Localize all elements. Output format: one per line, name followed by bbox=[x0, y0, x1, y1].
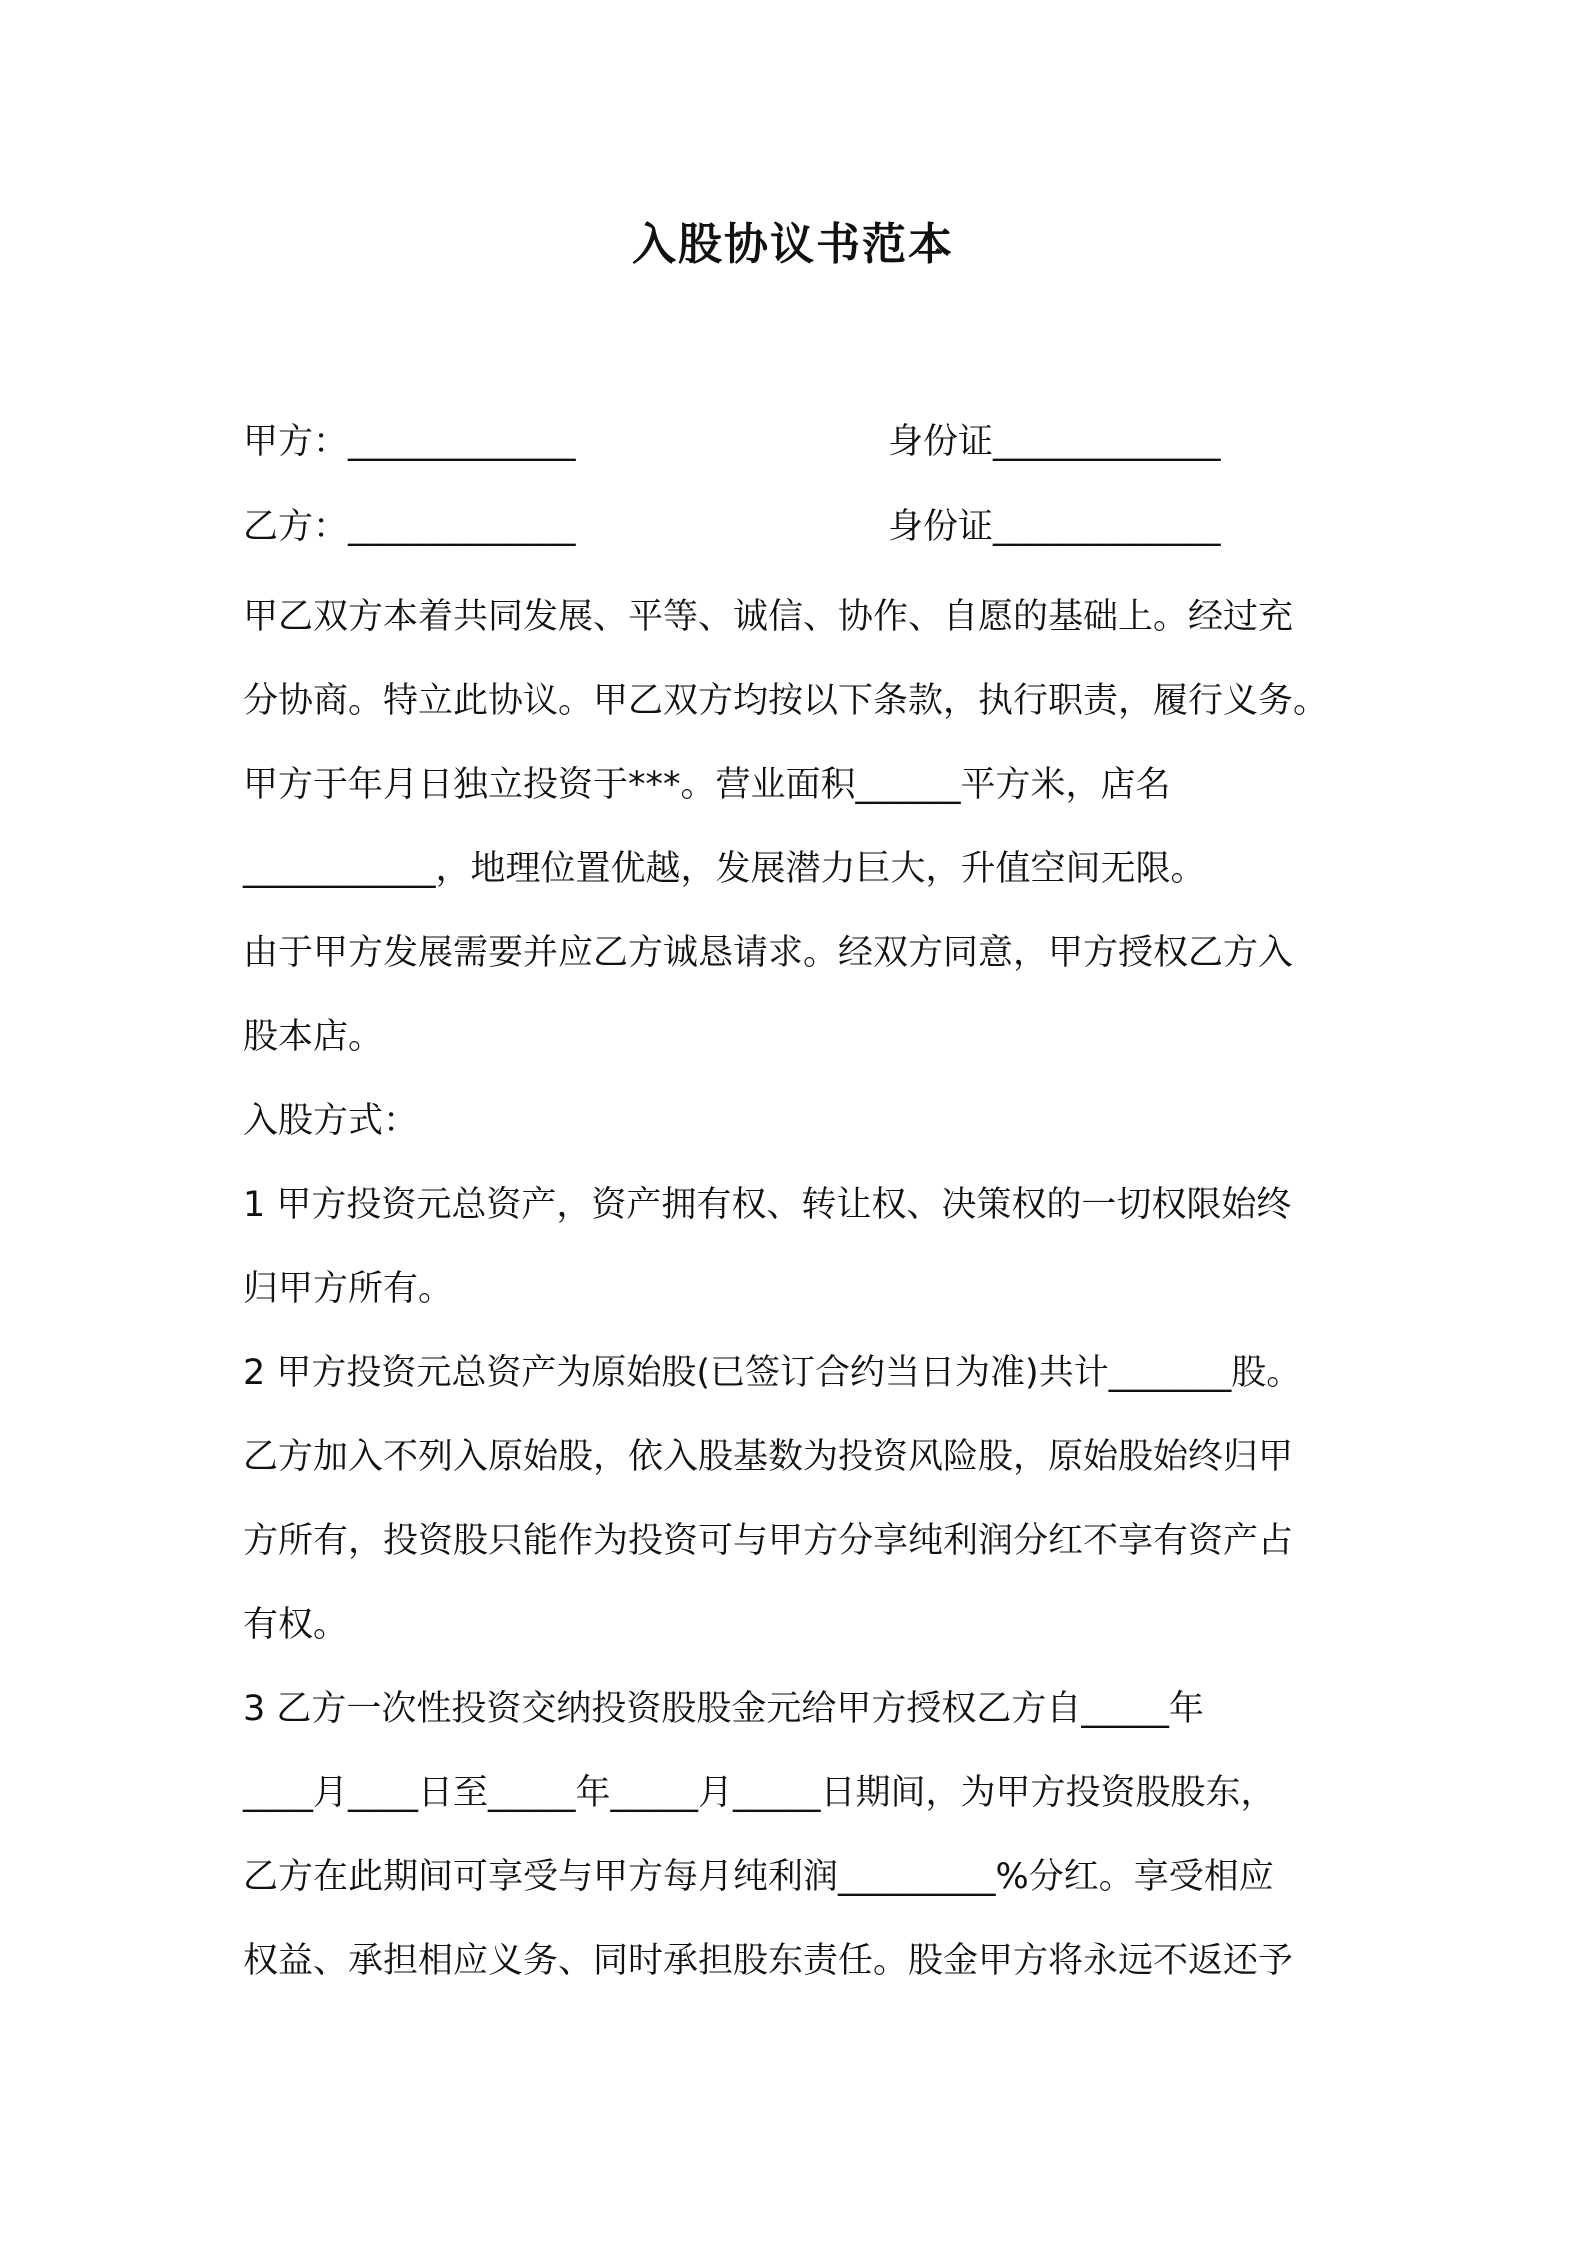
section-heading: 入股方式： bbox=[243, 1101, 419, 1141]
party-a-id-label: 身份证_____________ bbox=[888, 422, 1221, 462]
party-b-id-label: 身份证_____________ bbox=[888, 507, 1221, 547]
clause-3-line: 权益、承担相应义务、同时承担股东责任。股金甲方将永远不返还予 bbox=[243, 1941, 1294, 1981]
body-line: 分协商。特立此协议。甲乙双方均按以下条款，执行职责，履行义务。 bbox=[243, 681, 1329, 721]
agreement-body bbox=[243, 575, 1363, 2003]
clause-2-line: 有权。 bbox=[243, 1605, 349, 1645]
body-line: 由于甲方发展需要并应乙方诚恳请求。经双方同意，甲方授权乙方入 bbox=[243, 933, 1294, 973]
party-a-label: 甲方：_____________ bbox=[243, 422, 576, 462]
clause-2-line: 2 甲方投资元总资产为原始股(已签订合约当日为准)共计_______股。 bbox=[243, 1353, 1302, 1393]
body-line: ___________，地理位置优越，发展潜力巨大，升值空间无限。 bbox=[243, 849, 1206, 889]
clause-3-line: ____月____日至_____年_____月_____日期间，为甲方投资股股东， bbox=[243, 1773, 1276, 1813]
body-line: 甲乙双方本着共同发展、平等、诚信、协作、自愿的基础上。经过充 bbox=[243, 597, 1294, 637]
clause-2-line: 方所有，投资股只能作为投资可与甲方分享纯利润分红不享有资产占 bbox=[243, 1521, 1294, 1561]
clause-1-line: 1 甲方投资元总资产，资产拥有权、转让权、决策权的一切权限始终 bbox=[243, 1185, 1292, 1225]
party-b-label: 乙方：_____________ bbox=[243, 507, 576, 547]
body-line: 股本店。 bbox=[243, 1017, 384, 1057]
party-b-row bbox=[243, 499, 1363, 555]
body-line: 甲方于年月日独立投资于***。营业面积______平方米，店名 bbox=[243, 765, 1171, 805]
clause-1-line: 归甲方所有。 bbox=[243, 1269, 454, 1309]
clause-2-line: 乙方加入不列入原始股，依入股基数为投资风险股，原始股始终归甲 bbox=[243, 1437, 1294, 1477]
clause-3-line: 乙方在此期间可享受与甲方每月纯利润_________%分红。享受相应 bbox=[243, 1857, 1274, 1897]
clause-3-line: 3 乙方一次性投资交纳投资股股金元给甲方授权乙方自_____年 bbox=[243, 1689, 1204, 1729]
party-a-row bbox=[243, 414, 1363, 470]
document-title: 入股协议书范本 bbox=[632, 219, 954, 270]
